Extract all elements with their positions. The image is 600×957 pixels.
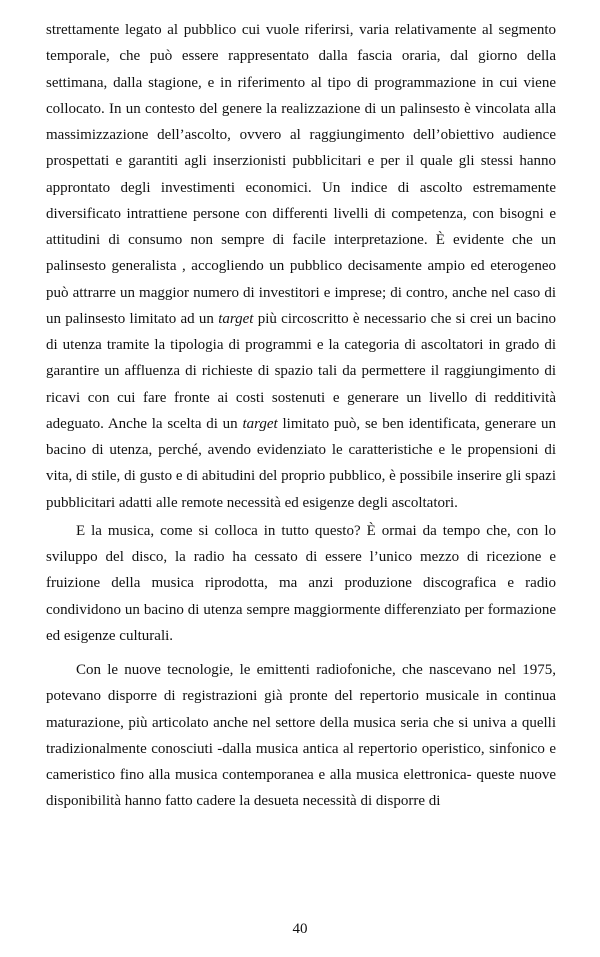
- italic-term-target-2: target: [242, 415, 278, 432]
- body-text: [46, 17, 556, 815]
- paragraph-1-text-3: limitato può, se ben identificata, generare un bacino di utenza, perché, avendo evidenziato le caratteristiche e le propensioni di vita, di stile, di gusto e di abitudini del proprio pubblico, è possibile inserire gli spazi pubblicitari adatti alle remote necessità ed esigenze degli ascoltatori.: [46, 415, 556, 511]
- paragraph-2: [46, 518, 556, 649]
- paragraph-3-text: Con le nuove tecnologie, le emittenti radiofoniche, che nascevano nel 1975, potevano disporre di registrazioni già pronte del repertorio musicale in continua maturazione, più articolato anche nel settore della musica seria che si univa a quelli tradizionalmente conosciuti -dalla musica antica al repertorio operistico, sinfonico e cameristico fino alla musica contemporanea e alla musica elettronica- queste nuove disponibilità hanno fatto cadere la desueta necessità di disporre di: [46, 662, 556, 810]
- paragraph-1-text-2: più circoscritto è necessario che si crei un bacino di utenza tramite la tipologia di programmi e la categoria di ascoltatori in grado di garantire un affluenza di richieste di spazio tali da permettere il raggiungimento di ricavi con cui fare fronte ai costi sostenuti e generare un livello di redditività adeguato. Anche la scelta di un: [46, 310, 556, 432]
- paragraph-2-text: E la musica, come si colloca in tutto questo? È ormai da tempo che, con lo sviluppo del disco, la radio ha cessato di essere l’unico mezzo di ricezione e fruizione della musica riprodotta, ma anzi produzione discografica e radio condividono un bacino di utenza sempre maggiormente differenziato per formazione ed esigenze culturali.: [46, 522, 556, 644]
- paragraph-1-text-1: strettamente legato al pubblico cui vuole riferirsi, varia relativamente al segmento temporale, che può essere rappresentato dalla fascia oraria, dal giorno della settimana, dalla stagione, e in riferimento al tipo di programmazione in cui viene collocato. In un contesto del genere la realizzazione di un palinsesto è vincolata alla massimizzazione dell’ascolto, ovvero al raggiungimento dell’obiettivo audience prospettati e garantiti agli inserzionisti pubblicitari e per il quale gli stessi hanno approntato degli investimenti economici. Un indice di ascolto estremamente diversificato intrattiene persone con differenti livelli di competenza, con bisogni e attitudini di consumo non sempre di facile interpretazione. È evidente che un palinsesto generalista , accogliendo un pubblico decisamente ampio ed eterogeneo può attrarre un maggior numero di investitori e imprese; di contro, anche nel caso di un palinsesto limitato ad un: [46, 22, 556, 327]
- paragraph-3: [46, 657, 556, 815]
- paragraph-1: [46, 17, 556, 516]
- page-number: 40: [292, 921, 308, 937]
- italic-term-target-1: target: [218, 310, 254, 327]
